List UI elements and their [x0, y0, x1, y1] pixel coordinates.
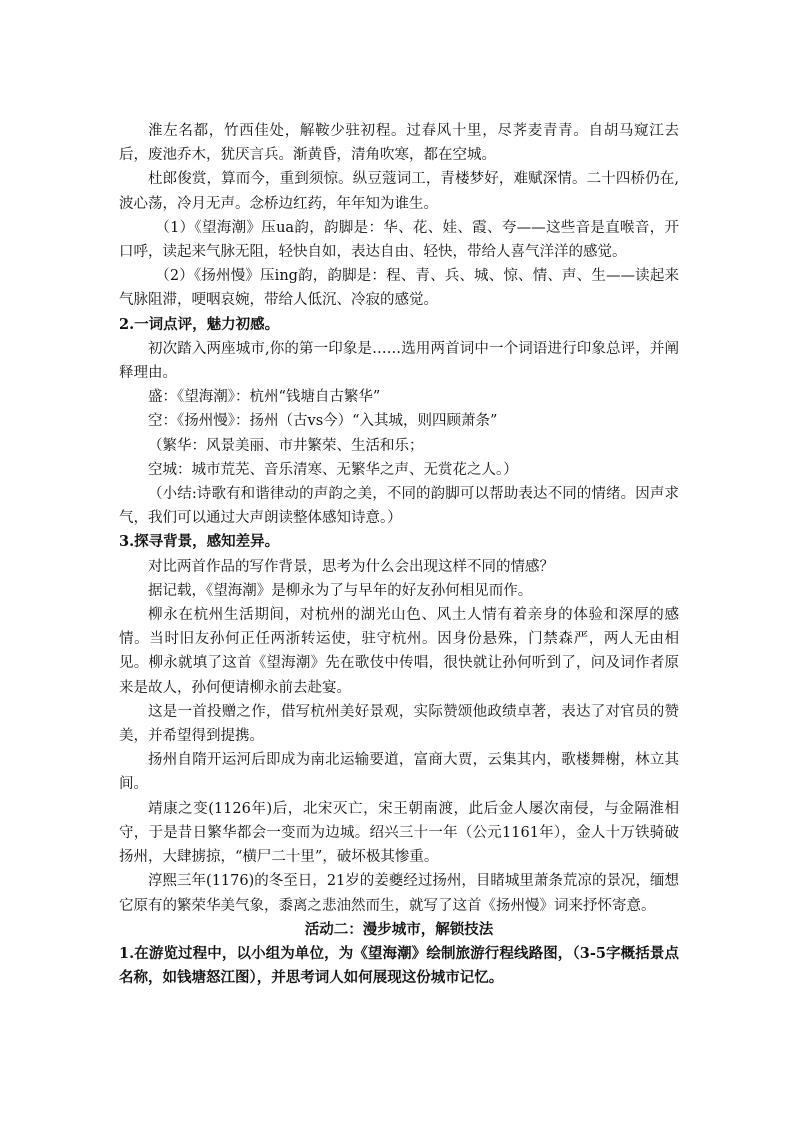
section-3-paragraph: 对比两首作品的写作背景，思考为什么会出现这样不同的情感？ — [148, 558, 554, 575]
section-3-paragraph: 柳永在杭州生活期间，对杭州的湖光山色、风土人情有着亲身的体验和深厚的感情。当时旧友孙何正任两浙转运使，驻守杭州。因身份悬殊，门禁森严，两人无由相见。柳永就填了这首《望海潮》先在歌伎中传唱，很快就让孙何听到了，问及词作者原来是故人，孙何便请柳永前去赴宴。 — [119, 607, 679, 696]
section-3-heading: 3.探寻背景，感知差异。 — [119, 533, 280, 551]
section-2-paragraph: 空：《扬州慢》：扬州（古vs今）“入其城，则四顾萧条” — [148, 413, 498, 430]
section-3-paragraph: 这是一首投赠之作，借写杭州美好景观，实际赞颂他政绩卓著，表达了对官员的赞美，并希望得到提携。 — [119, 703, 679, 745]
section-3-paragraph: 据记载，《望海潮》是柳永为了与早年的好友孙何相见而作。 — [148, 582, 533, 599]
section-2-paragraph: （繁华：风景美丽、市井繁荣、生活和乐； — [148, 437, 424, 454]
rhyme-note-1: （1）《望海潮》压ua韵，韵脚是：华、花、娃、霞、夸——这些音是直喉音，开口呼，读起来气脉无阻，轻快自如，表达自由、轻快，带给人喜气洋洋的感觉。 — [119, 219, 679, 261]
section-2-summary: （小结:诗歌有和谐律动的声韵之美，不同的韵脚可以帮助表达不同的情绪。因声求气，我们可以通过大声朗读整体感知诗意。） — [119, 486, 679, 527]
section-3-paragraph: 靖康之变(1126年)后，北宋灭亡，宋王朝南渡，此后金人屡次南侵，与金隔淮相守，于是昔日繁华都会一变而为边城。绍兴三十一年（公元1161年），金人十万铁骑破扬州，大肆掳掠，“横尸二十里”，破坏极其惨重。 — [119, 800, 679, 866]
document-page — [119, 119, 679, 990]
poem-stanza-2: 杜郎俊赏，算而今，重到须惊。纵豆蔻词工，青楼梦好，难赋深情。二十四桥仍在,波心荡，冷月无声。念桥边红药，年年知为谁生。 — [119, 171, 679, 212]
activity-2-title: 活动二：漫步城市，解锁技法 — [304, 920, 494, 938]
poem-stanza-1: 淮左名都，竹西佳处，解鞍少驻初程。过春风十里，尽荠麦青青。自胡马窥江去后，废池乔木，犹厌言兵。渐黄昏，清角吹寒，都在空城。 — [119, 123, 679, 164]
section-3-paragraph: 淳熙三年(1176)的冬至日，21岁的姜夔经过扬州，目睹城里萧条荒凉的景况，缅想它原有的繁荣华美气象，黍离之悲油然而生，就写了这首《扬州慢》词来抒怀寄意。 — [119, 873, 679, 914]
activity-2-task: 1.在游览过程中，以小组为单位，为《望海潮》绘制旅游行程线路图，（3-5字概括景点名称，如钱塘怒江图），并思考词人如何展现这份城市记忆。 — [119, 944, 679, 987]
section-2-heading: 2.一词点评，魅力初感。 — [119, 315, 280, 333]
section-3-paragraph: 扬州自隋开运河后即成为南北运输要道，富商大贾，云集其内，歌楼舞榭，林立其间。 — [119, 752, 679, 793]
section-2-paragraph: 初次踏入两座城市,你的第一印象是……选用两首词中一个词语进行印象总评，并阐释理由。 — [119, 340, 679, 382]
rhyme-note-2: （2）《扬州慢》压ing韵，韵脚是：程、青、兵、城、惊、情、声、生——读起来气脉阻滞，哽咽哀婉，带给人低沉、冷寂的感觉。 — [119, 268, 679, 309]
section-2-paragraph: 空城：城市荒芜、音乐清寒、无繁华之声、无赏花之人。） — [148, 461, 518, 478]
section-2-paragraph: 盛：《望海潮》：杭州“钱塘自古繁华” — [148, 389, 381, 406]
